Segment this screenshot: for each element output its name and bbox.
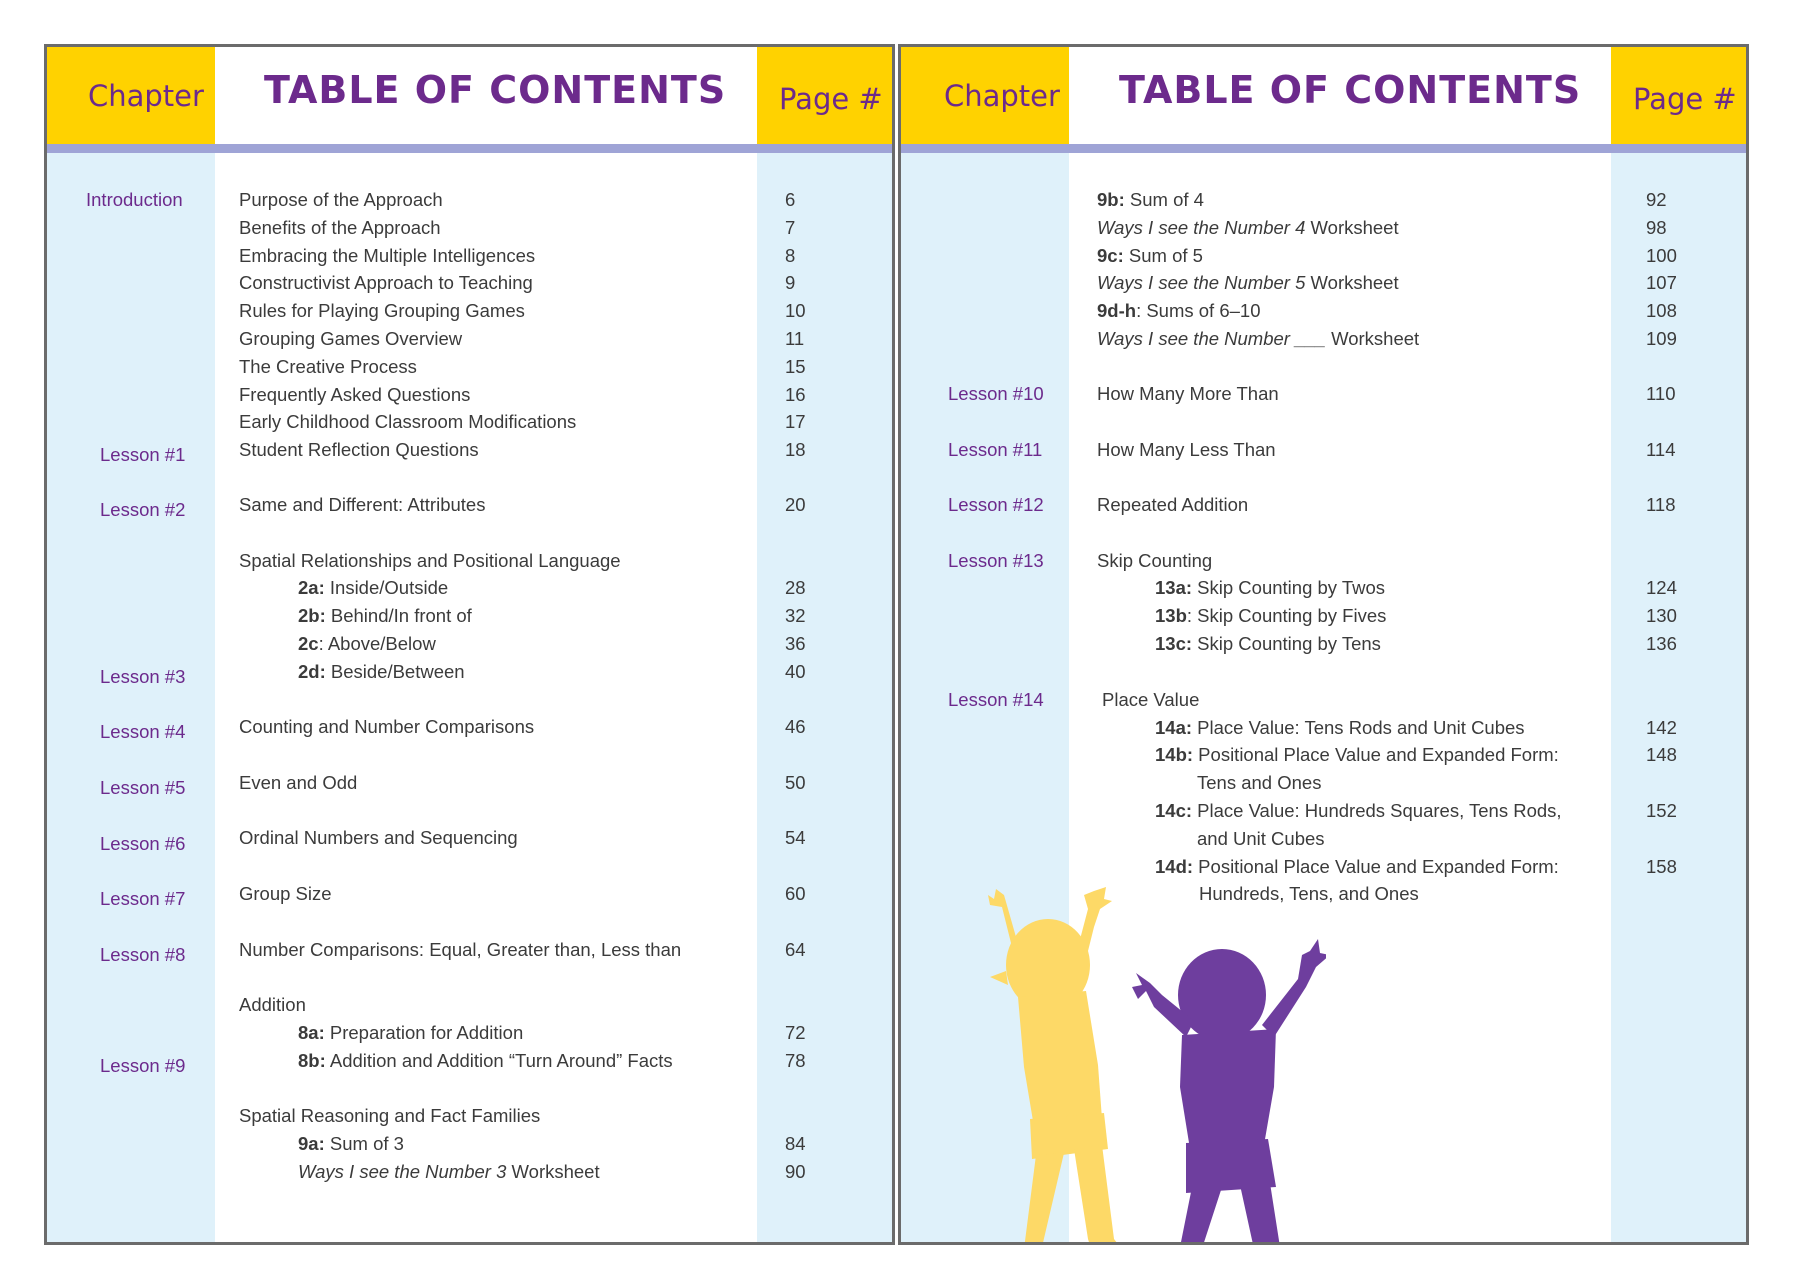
page-number: 109 xyxy=(1646,328,1677,349)
page-title: TABLE OF CONTENTS xyxy=(1119,68,1582,112)
toc-subentry: 8b: Addition and Addition “Turn Around” Facts xyxy=(298,1050,673,1071)
chapter-label: Lesson #3 xyxy=(100,666,186,687)
toc-subentry: Ways I see the Number 5 Worksheet xyxy=(1097,272,1399,293)
toc-entry: Spatial Relationships and Positional Language xyxy=(239,550,621,571)
toc-subentry-continued: Tens and Ones xyxy=(1197,772,1322,793)
page-number: 10 xyxy=(785,300,806,321)
chapter-header xyxy=(901,47,1069,144)
toc-entry: Counting and Number Comparisons xyxy=(239,716,535,737)
page-number: 54 xyxy=(785,827,806,848)
page-number: 9 xyxy=(785,272,796,293)
page-number: 110 xyxy=(1646,383,1676,404)
chapter-label: Lesson #1 xyxy=(100,444,186,465)
toc-subentry: 2b: Behind/In front of xyxy=(298,605,472,626)
page-number: 152 xyxy=(1646,800,1677,821)
page-number: 118 xyxy=(1646,494,1676,515)
toc-subentry: 14d: Positional Place Value and Expanded Form: xyxy=(1155,856,1559,877)
toc-entry: Addition xyxy=(239,994,306,1015)
toc-entry: Early Childhood Classroom Modifications xyxy=(239,411,577,432)
page-number: 15 xyxy=(785,356,806,377)
toc-subentry-continued: and Unit Cubes xyxy=(1197,828,1325,849)
toc-entry: Rules for Playing Grouping Games xyxy=(239,300,525,321)
toc-subentry: 2a: Inside/Outside xyxy=(298,577,449,598)
left-page xyxy=(44,44,895,1245)
page-number: 114 xyxy=(1646,439,1676,460)
page-number: 11 xyxy=(785,328,805,349)
toc-subentry: 13c: Skip Counting by Tens xyxy=(1155,633,1381,654)
page-number: 158 xyxy=(1646,856,1677,877)
page-number: 92 xyxy=(1646,189,1667,210)
page-title: TABLE OF CONTENTS xyxy=(264,68,727,112)
page-number: 136 xyxy=(1646,633,1677,654)
page-number: 72 xyxy=(785,1022,806,1043)
toc-subentry: 9b: Sum of 4 xyxy=(1097,189,1204,210)
chapter-header-label: Chapter xyxy=(88,79,204,113)
page-number: 124 xyxy=(1646,577,1677,598)
chapter-label: Lesson #9 xyxy=(100,1055,186,1076)
toc-subentry: Ways I see the Number 4 Worksheet xyxy=(1097,217,1399,238)
page-number: 130 xyxy=(1646,605,1677,626)
chapter-label: Lesson #11 xyxy=(948,439,1043,460)
yellow-child-silhouette xyxy=(988,887,1136,1245)
toc-entry: Same and Different: Attributes xyxy=(239,494,486,515)
chapter-label: Lesson #2 xyxy=(100,499,186,520)
purple-child-silhouette xyxy=(1132,939,1326,1245)
toc-entry: Benefits of the Approach xyxy=(239,217,441,238)
page-number: 100 xyxy=(1646,245,1677,266)
page-number: 98 xyxy=(1646,217,1667,238)
toc-entry: Student Reflection Questions xyxy=(239,439,479,460)
toc-subentry: 14c: Place Value: Hundreds Squares, Tens Rods, xyxy=(1155,800,1562,821)
toc-entry: Number Comparisons: Equal, Greater than, Less than xyxy=(239,939,682,960)
page-number: 142 xyxy=(1646,717,1677,738)
toc-subentry: Ways I see the Number 3 Worksheet xyxy=(298,1161,600,1182)
toc-entry: Skip Counting xyxy=(1097,550,1213,571)
chapter-label: Lesson #14 xyxy=(948,689,1044,710)
toc-entry: Embracing the Multiple Intelligences xyxy=(239,245,536,266)
chapter-label: Lesson #7 xyxy=(100,888,186,909)
title-header xyxy=(1069,47,1611,144)
toc-subentry: 2c: Above/Below xyxy=(298,633,436,654)
toc-entry: Even and Odd xyxy=(239,772,358,793)
page-number-column xyxy=(1611,47,1749,1242)
page-number: 50 xyxy=(785,772,806,793)
toc-subentry-continued: Hundreds, Tens, and Ones xyxy=(1199,883,1419,904)
toc-entry: Ordinal Numbers and Sequencing xyxy=(239,827,518,848)
page-number: 7 xyxy=(785,217,796,238)
children-illustration xyxy=(986,887,1326,1245)
toc-entry: Spatial Reasoning and Fact Families xyxy=(239,1105,541,1126)
chapter-label: Lesson #5 xyxy=(100,777,186,798)
page-header xyxy=(757,47,895,144)
page-number: 20 xyxy=(785,494,806,515)
page-header-label: Page # xyxy=(779,82,883,116)
title-header xyxy=(215,47,757,144)
page-header-label: Page # xyxy=(1633,82,1737,116)
toc-subentry: 2d: Beside/Between xyxy=(298,661,465,682)
page-number: 36 xyxy=(785,633,806,654)
toc-entry: Grouping Games Overview xyxy=(239,328,463,349)
chapter-label: Lesson #10 xyxy=(948,383,1044,404)
toc-subentry: 9c: Sum of 5 xyxy=(1097,245,1203,266)
chapter-label: Introduction xyxy=(86,189,183,210)
right-page xyxy=(898,44,1749,1245)
toc-entry: Repeated Addition xyxy=(1097,494,1249,515)
toc-entry: Frequently Asked Questions xyxy=(239,384,471,405)
page-number: 84 xyxy=(785,1133,806,1154)
page-number: 64 xyxy=(785,939,806,960)
chapter-header xyxy=(47,47,215,144)
page-header xyxy=(1611,47,1749,144)
toc-subentry: 9a: Sum of 3 xyxy=(298,1133,404,1154)
page-number: 107 xyxy=(1646,272,1677,293)
toc-subentry: 13a: Skip Counting by Twos xyxy=(1155,577,1386,598)
page-number: 46 xyxy=(785,716,806,737)
toc-subentry: 14a: Place Value: Tens Rods and Unit Cubes xyxy=(1155,717,1525,738)
page-number: 16 xyxy=(785,384,806,405)
page-number: 32 xyxy=(785,605,806,626)
page-number: 28 xyxy=(785,577,806,598)
page-number: 108 xyxy=(1646,300,1677,321)
toc-subentry: 8a: Preparation for Addition xyxy=(298,1022,524,1043)
page-number: 78 xyxy=(785,1050,806,1071)
page-number: 90 xyxy=(785,1161,806,1182)
toc-entry: Group Size xyxy=(239,883,332,904)
chapter-label: Lesson #13 xyxy=(948,550,1044,571)
page-number: 18 xyxy=(785,439,806,460)
page-number: 148 xyxy=(1646,744,1677,765)
toc-entry: The Creative Process xyxy=(239,356,417,377)
page-number-column xyxy=(757,47,895,1242)
page-number: 17 xyxy=(785,411,806,432)
toc-entry: How Many More Than xyxy=(1097,383,1279,404)
chapter-label: Lesson #4 xyxy=(100,721,186,742)
header-divider xyxy=(901,144,1746,153)
page-number: 40 xyxy=(785,661,806,682)
toc-entry: Place Value xyxy=(1102,689,1200,710)
page-number: 8 xyxy=(785,245,796,266)
page-number: 6 xyxy=(785,189,796,210)
toc-subentry: 9d-h: Sums of 6–10 xyxy=(1097,300,1261,321)
toc-entry: How Many Less Than xyxy=(1097,439,1276,460)
toc-entry: Constructivist Approach to Teaching xyxy=(239,272,533,293)
chapter-label: Lesson #6 xyxy=(100,833,186,854)
toc-subentry: 14b: Positional Place Value and Expanded Form: xyxy=(1155,744,1559,765)
toc-subentry: 13b: Skip Counting by Fives xyxy=(1155,605,1387,626)
chapter-header-label: Chapter xyxy=(944,79,1060,113)
toc-entry: Purpose of the Approach xyxy=(239,189,443,210)
chapter-label: Lesson #12 xyxy=(948,494,1044,515)
chapter-label: Lesson #8 xyxy=(100,944,186,965)
toc-subentry: Ways I see the Number ___ Worksheet xyxy=(1097,328,1420,349)
page-number: 60 xyxy=(785,883,806,904)
header-divider xyxy=(47,144,892,153)
